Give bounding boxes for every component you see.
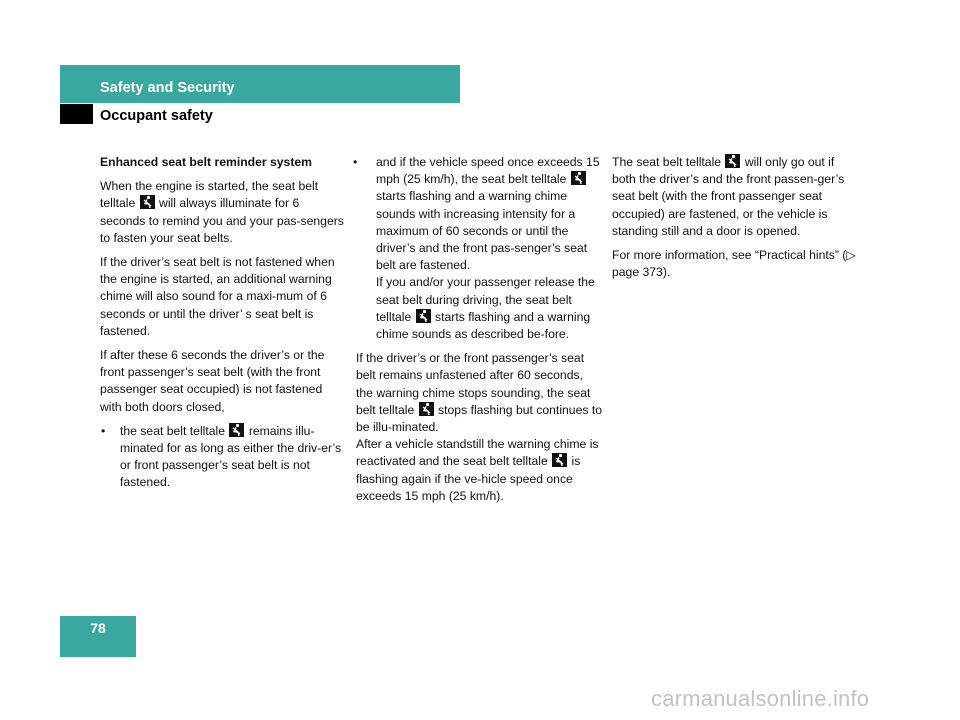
paragraph-engine-start — [100, 178, 345, 247]
subsection-tab-marker — [60, 104, 93, 124]
paragraph-telltale-goes-out — [612, 154, 857, 240]
bullet-item — [100, 423, 345, 492]
seat-belt-telltale-icon — [229, 423, 244, 437]
paragraph-more-info-link: For more information, see “Practical hints” (▷ page 373). — [612, 248, 856, 280]
bullet-dot: • — [353, 155, 358, 169]
paragraph-after-60-seconds — [356, 350, 602, 505]
bullet-text: If you and/or your passenger release the seat belt during driving, the seat belt telltale — [376, 275, 595, 324]
section-title: Safety and Security — [100, 80, 235, 96]
seat-belt-telltale-icon — [416, 309, 431, 323]
subsection-title: Occupant safety — [100, 108, 213, 124]
paragraph-text: If the driver’s or the front passenger’s seat belt remains unfastened after 60 seconds, the warning chime stops sounding, the seat belt telltale — [356, 351, 591, 417]
paragraph-text: will only go out if both the driver’s and the front passen-ger’s seat belt (with the front passenger seat occupied) are fastened, or the vehicle is standing still and a door is opened. — [612, 155, 845, 238]
column-1 — [100, 154, 345, 499]
bullet-text: remains illu-minated for as long as either the driv-er’s or front passenger’s seat belt is not fastened. — [120, 423, 342, 490]
paragraph-text: stops flashing but continues to be illu-minated. — [356, 402, 603, 435]
bullet-item — [353, 154, 602, 343]
seat-belt-telltale-icon — [725, 154, 740, 168]
page-number: 78 — [90, 620, 106, 636]
seat-belt-telltale-icon — [571, 171, 586, 185]
seat-belt-telltale-icon — [419, 402, 434, 416]
paragraph-driver-belt: If the driver’s seat belt is not fastened when the engine is started, an additional warning chime will also sound for a maxi-mum of 6 seconds or until the driver’ s seat belt is fastened. — [100, 255, 335, 338]
bullet-text: starts flashing and a warning chime sounds with increasing intensity for a maximum of 60 seconds or until the driver’s and the front pas-senger’s seat belt are fastened. — [376, 189, 588, 273]
bullet-dot: • — [101, 423, 106, 438]
bullet-text: starts flashing and a warning chime sounds as described be-fore. — [376, 309, 591, 342]
paragraph-text: is flashing again if the ve-hicle speed once exceeds 15 mph (25 km/h). — [356, 454, 581, 503]
section-heading: Enhanced seat belt reminder system — [100, 155, 313, 169]
paragraph-text: The seat belt telltale — [612, 155, 722, 169]
watermark: carmanualsonline.info — [651, 686, 870, 711]
seat-belt-telltale-icon — [140, 195, 155, 209]
paragraph-text: After a vehicle standstill the warning chime is reactivated and the seat belt telltale — [356, 437, 599, 469]
paragraph-after-6-seconds: If after these 6 seconds the driver’s or the front passenger’s seat belt (with the front passenger seat occupied) is not fastened with both doors closed, — [100, 348, 325, 414]
paragraph-text: When the engine is started, the seat belt telltale — [100, 179, 319, 211]
column-2 — [353, 154, 603, 512]
seat-belt-telltale-icon — [552, 453, 567, 467]
bullet-text: and if the vehicle speed once exceeds 15 mph (25 km/h), the seat belt telltale — [376, 155, 600, 187]
bullet-text: the seat belt telltale — [120, 423, 226, 438]
paragraph-text: will always illuminate for 6 seconds to remind you and your pas-sengers to fasten your seat belts. — [100, 196, 344, 245]
column-3 — [612, 154, 857, 288]
